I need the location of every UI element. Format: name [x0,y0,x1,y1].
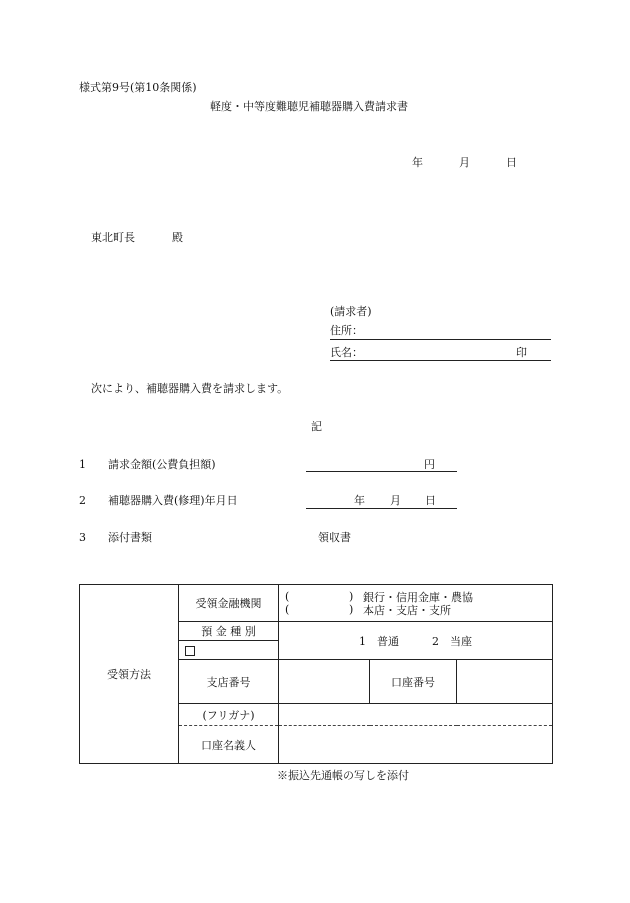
account-holder-label: 口座名義人 [179,726,279,764]
form-number: 様式第9号(第10条関係) [79,81,197,94]
institution-label: 受領金融機関 [179,585,279,622]
bank-line2-open: ( [285,603,290,616]
checkbox-icon[interactable] [185,646,195,656]
receipt-method-table [79,584,553,764]
address-field-line[interactable] [330,339,551,340]
bank-line2-close: ) [349,603,354,616]
deposit-type-options[interactable]: 1 普通 2 当座 [279,622,553,660]
purchase-date-field-line[interactable] [306,508,457,509]
item-1-label: 請求金額(公費負担額) [108,458,216,471]
item-3-label: 添付書類 [108,531,152,544]
item-1-number: 1 [79,458,86,471]
branch-number-field[interactable] [279,660,370,704]
bank-type-options: 銀行・信用金庫・農協 [363,590,473,604]
addressee-honorific: 殿 [172,231,183,244]
document-title: 軽度・中等度難聴児補聴器購入費請求書 [210,100,408,113]
amount-field-line[interactable] [306,471,457,472]
item-2-day: 日 [425,494,436,507]
claimant-label: (請求者) [330,305,372,318]
name-label: 氏名： [330,346,363,359]
branch-number-label: 支店番号 [179,660,279,704]
account-number-label: 口座番号 [370,660,457,704]
footer-note: ※振込先通帳の写しを添付 [277,769,409,782]
account-number-field[interactable] [457,660,553,704]
receipt-method-label: 受領方法 [80,585,179,764]
deposit-type-checkbox-cell[interactable] [179,641,279,660]
furigana-field[interactable] [279,704,553,726]
address-label: 住所： [330,324,363,337]
item-3-value: 領収書 [318,531,351,544]
bank-line1-open: ( [285,590,290,603]
bank-line1-close: ) [349,590,354,603]
date-day-label: 日 [506,156,517,169]
item-2-label: 補聴器購入費(修理)年月日 [108,494,238,507]
account-holder-field[interactable] [279,726,553,764]
intro-text: 次により、補聴器購入費を請求します。 [91,382,289,395]
date-year-label: 年 [412,156,423,169]
item-3-number: 3 [79,531,86,544]
furigana-label: (フリガナ) [179,704,279,726]
date-month-label: 月 [459,156,470,169]
item-2-month: 月 [390,494,401,507]
name-field-line[interactable] [330,360,551,361]
item-2-number: 2 [79,494,86,507]
seal-mark: 印 [516,346,527,359]
item-2-year: 年 [354,494,365,507]
deposit-type-label: 預 金 種 別 [179,622,279,641]
ki-label: 記 [311,420,322,433]
item-1-yen: 円 [424,458,435,471]
addressee-name: 東北町長 [91,231,135,244]
bank-name-cell[interactable] [279,585,553,622]
branch-type-options: 本店・支店・支所 [363,603,451,617]
